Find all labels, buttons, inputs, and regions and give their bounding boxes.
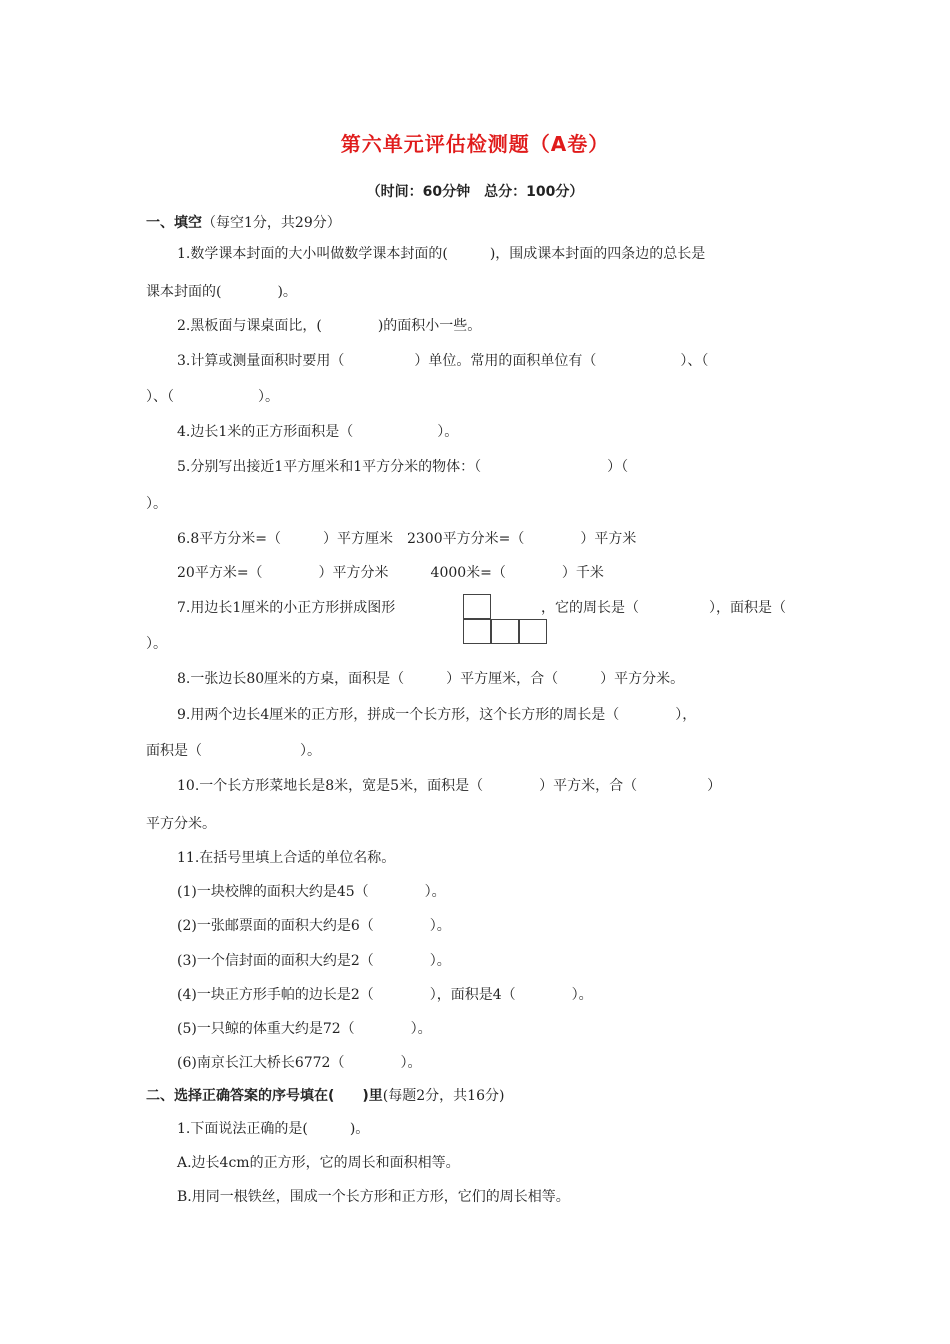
section-1-header [146,213,341,233]
exam-info: （时间：60分钟 总分：100分） [366,184,584,200]
question-line: 7.用边长1厘米的小正方形拼成图形 [177,600,396,616]
question-line: (6)南京长江大桥长6772（ ）。 [177,1055,422,1071]
question-line: 平方分米。 [146,816,216,832]
question-line: ）、（ ）。 [146,389,279,405]
question-line: 11.在括号里填上合适的单位名称。 [177,850,396,866]
question-line: 20平方米=（ ）平方分米 4000米=（ ）千米 [177,565,604,581]
square-cell [519,619,547,644]
question-line: 3.计算或测量面积时要用（ ）单位。常用的面积单位有（ ）、（ [177,353,709,369]
square-cell [463,619,491,644]
question-line: 1.数学课本封面的大小叫做数学课本封面的( )，围成课本封面的四条边的总长是 [177,246,706,262]
question-line: 面积是（ ）。 [146,743,321,759]
question-line: (2)一张邮票面的面积大约是6（ ）。 [177,918,451,934]
question-line: 10.一个长方形菜地长是8米，宽是5米，面积是（ ）平方米，合（ ） [177,778,722,794]
question-line: 9.用两个边长4厘米的正方形，拼成一个长方形，这个长方形的周长是（ ）， [177,707,697,723]
square-cell [491,619,519,644]
question-line: 8.一张边长80厘米的方桌，面积是（ ）平方厘米，合（ ）平方分米。 [177,671,685,687]
question-line: 5.分别写出接近1平方厘米和1平方分米的物体：（ ）（ [177,459,629,475]
question-line: 课本封面的( )。 [146,284,297,300]
question-line: ，它的周长是（ ），面积是（ [541,600,786,616]
question-line: (4)一块正方形手帕的边长是2（ ），面积是4（ ）。 [177,987,593,1003]
question-line: (5)一只鲸的体重大约是72（ ）。 [177,1021,432,1037]
section-2-heading: 二、选择正确答案的序号填在( )里 [146,1088,383,1104]
page-title: 第六单元评估检测题（A卷） [340,132,610,156]
question-line: A.边长4cm的正方形，它的周长和面积相等。 [177,1155,460,1171]
question-line: (3)一个信封面的面积大约是2（ ）。 [177,953,451,969]
section-1-heading: 一、填空 [146,215,202,231]
section-1-note: （每空1分，共29分） [202,215,341,231]
question-line: 6.8平方分米=（ ）平方厘米 2300平方分米=（ ）平方米 [177,531,637,547]
question-line: (1)一块校牌的面积大约是45（ ）。 [177,884,446,900]
question-line: 1.下面说法正确的是( )。 [177,1121,370,1137]
question-line: ）。 [146,496,167,512]
question-line: ）。 [146,636,167,652]
question-line: 2.黑板面与课桌面比，( )的面积小一些。 [177,318,482,334]
section-2-note: (每题2分，共16分) [382,1088,505,1104]
square-cell [463,594,491,619]
question-line: B.用同一根铁丝，围成一个长方形和正方形，它们的周长相等。 [177,1189,570,1205]
section-2-header [146,1086,504,1106]
question-line: 4.边长1米的正方形面积是（ ）。 [177,424,459,440]
square-figure [463,594,551,646]
